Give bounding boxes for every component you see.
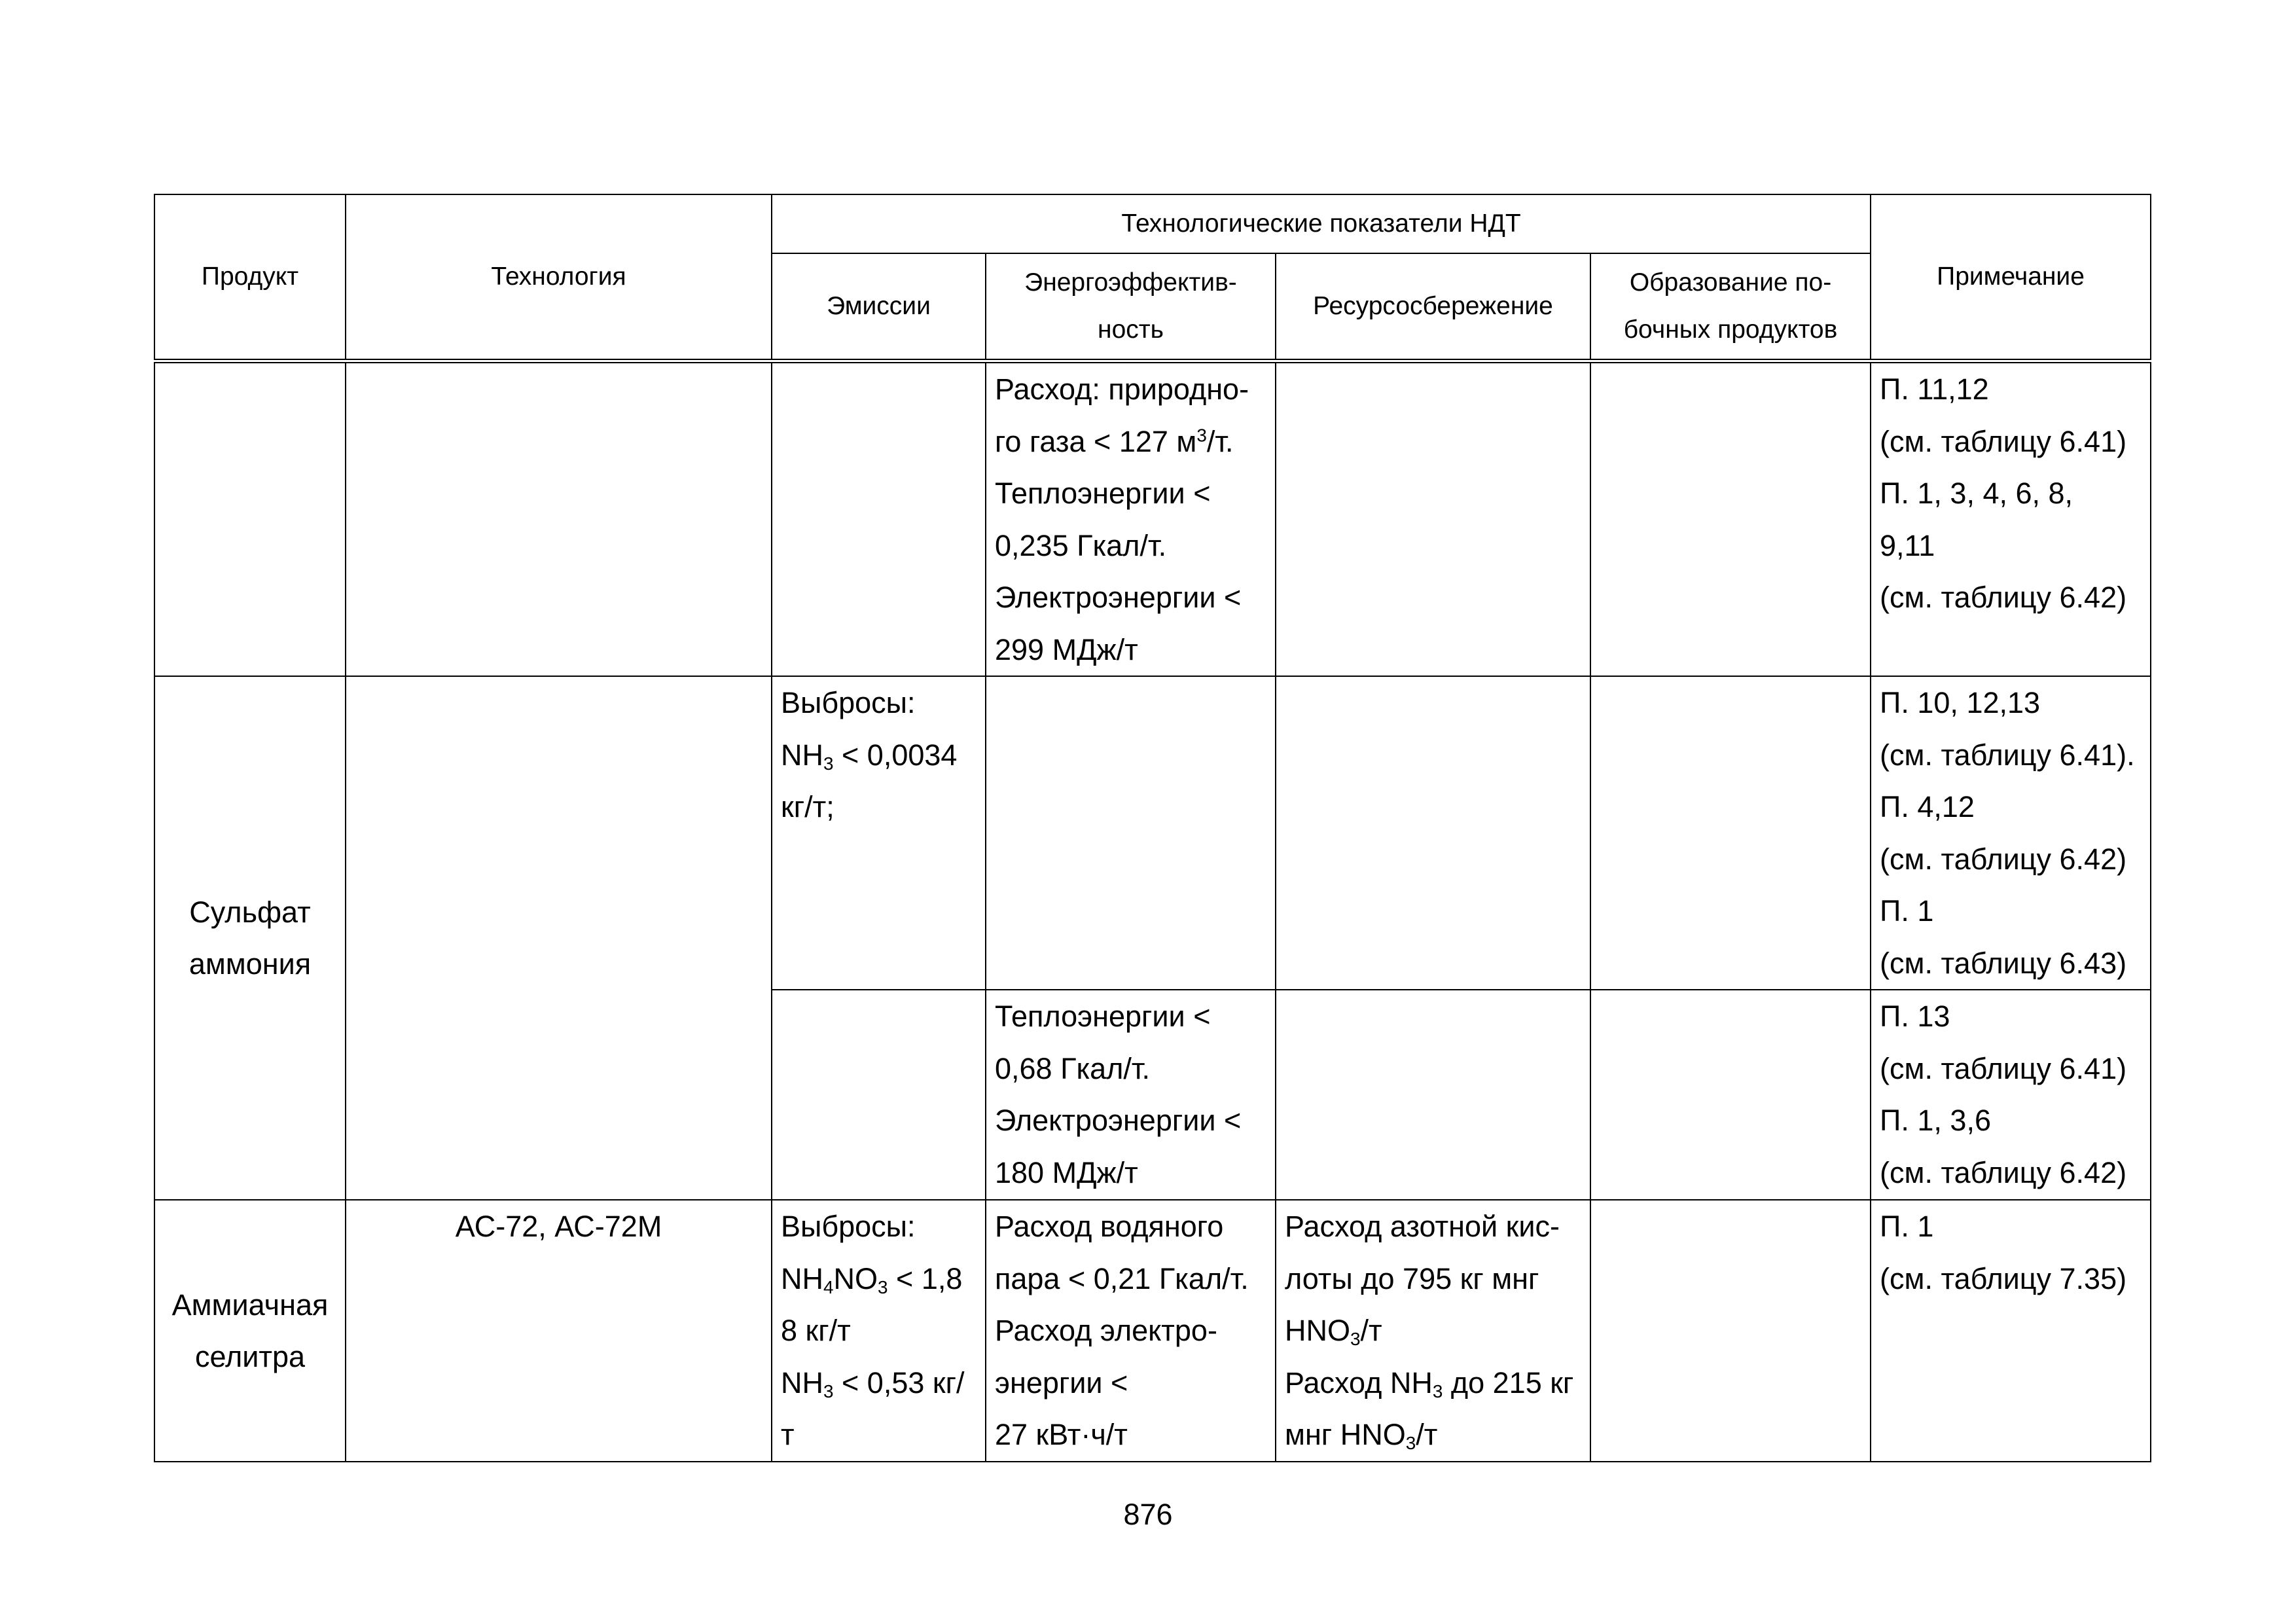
cell-byproducts-empty xyxy=(1590,676,1871,990)
text-line: 0,235 Гкал/т. xyxy=(995,528,1167,562)
text-line: Выбросы: xyxy=(781,686,916,719)
text-line: $NH_3 < 0,0034$ xyxy=(781,738,958,774)
table-row xyxy=(154,1200,2151,1462)
cell-note xyxy=(1871,990,2151,1200)
text-line: П. 1, 3, 4, 6, 8, xyxy=(1880,477,2073,510)
cell-resources xyxy=(1276,1200,1590,1462)
text-line: т xyxy=(781,1418,795,1451)
cell-energy xyxy=(986,990,1276,1200)
text-line: 9,11 xyxy=(1880,528,1935,562)
table-row xyxy=(154,361,2151,677)
cell-resources-empty xyxy=(1276,990,1590,1200)
text-line: $NH_3 < 0,53$ кг/ xyxy=(781,1365,965,1401)
cell-byproducts-empty xyxy=(1590,990,1871,1200)
text-line: Расход: природно- xyxy=(995,372,1249,406)
header-byproducts-line-2: бочных продуктов xyxy=(1623,316,1838,344)
text-line: П. 1 xyxy=(1880,894,1934,928)
text-line: Расход азотной кис- xyxy=(1285,1210,1560,1243)
product-line-2: селитра xyxy=(194,1340,306,1373)
text-line: П. 1 xyxy=(1880,1210,1934,1243)
text-line: (см. таблицу 6.41) xyxy=(1880,424,2127,458)
text-line: (см. таблицу 6.42) xyxy=(1880,842,2127,876)
header-note: Примечание xyxy=(1871,194,2151,361)
table-row xyxy=(154,676,2151,990)
text-line: (см. таблицу 6.41) xyxy=(1880,1051,2127,1085)
text-line: 27 кВт·ч/т xyxy=(995,1418,1128,1451)
header-product: Продукт xyxy=(154,194,346,361)
header-emissions: Эмиссии xyxy=(772,253,986,361)
cell-emissions-empty xyxy=(772,990,986,1200)
text-line: Расход электро- xyxy=(995,1314,1217,1347)
header-row-1 xyxy=(154,194,2151,253)
text-line: П. 13 xyxy=(1880,1000,1950,1033)
text-line: лоты до 795 кг мнг xyxy=(1285,1261,1539,1295)
text-line: П. 1, 3,6 xyxy=(1880,1104,1991,1137)
text-line: (см. таблицу 6.42) xyxy=(1880,1155,2127,1189)
cell-energy-empty xyxy=(986,676,1276,990)
text-line: Электроэнергии < xyxy=(995,581,1242,614)
cell-byproducts-empty xyxy=(1590,1200,1871,1462)
text-line: энергии < xyxy=(995,1365,1128,1399)
text-line: П. 4,12 xyxy=(1880,790,1975,823)
text-line: $HNO_3/т$ xyxy=(1285,1314,1382,1349)
text-line: 8 кг/т xyxy=(781,1314,851,1347)
bat-indicators-table xyxy=(154,194,2151,1462)
text-line: 0,68 Гкал/т. xyxy=(995,1051,1151,1085)
cell-energy xyxy=(986,361,1276,677)
table-header xyxy=(154,194,2151,361)
text-line: пара < 0,21 Гкал/т. xyxy=(995,1261,1249,1295)
header-energy-line-2: ность xyxy=(1098,316,1164,344)
cell-technology xyxy=(346,1200,772,1462)
text-line: (см. таблицу 6.43) xyxy=(1880,946,2127,980)
cell-emissions-empty xyxy=(772,361,986,677)
product-line-1: Сульфат xyxy=(189,895,311,929)
cell-note xyxy=(1871,1200,2151,1462)
text-line: 299 МДж/т xyxy=(995,632,1138,666)
cell-technology-empty xyxy=(346,361,772,677)
technology-text: АС-72, АС-72М xyxy=(455,1210,662,1243)
header-resources: Ресурсосбережение xyxy=(1276,253,1590,361)
text-line: П. 11,12 xyxy=(1880,372,1989,406)
text-line: Электроэнергии < xyxy=(995,1104,1242,1137)
cell-note xyxy=(1871,676,2151,990)
text-line: (см. таблицу 7.35) xyxy=(1880,1261,2127,1295)
text-line: (см. таблицу 6.41). xyxy=(1880,738,2135,772)
header-byproducts xyxy=(1590,253,1871,361)
header-technology: Технология xyxy=(346,194,772,361)
header-energy-line-1: Энергоэффектив- xyxy=(1024,268,1237,297)
product-line-1: Аммиачная xyxy=(171,1288,329,1322)
text-line: мнг $HNO_3/т$ xyxy=(1285,1418,1438,1453)
cell-emissions xyxy=(772,676,986,990)
table-body xyxy=(154,361,2151,1462)
cell-product-empty xyxy=(154,361,346,677)
cell-emissions xyxy=(772,1200,986,1462)
cell-byproducts-empty xyxy=(1590,361,1871,677)
header-indicators-group: Технологические показатели НДТ xyxy=(772,194,1871,253)
text-line: го газа < 127 $м^3/т$. xyxy=(995,424,1234,458)
header-byproducts-line-1: Образование по- xyxy=(1629,268,1832,297)
cell-energy xyxy=(986,1200,1276,1462)
header-energy-efficiency xyxy=(986,253,1276,361)
cell-product xyxy=(154,676,346,1200)
cell-product xyxy=(154,1200,346,1462)
text-line: Расход водяного xyxy=(995,1210,1224,1243)
product-line-2: аммония xyxy=(188,947,312,981)
cell-resources-empty xyxy=(1276,676,1590,990)
text-line: Теплоэнергии < xyxy=(995,477,1211,510)
text-line: кг/т; xyxy=(781,790,834,823)
page-number: 876 xyxy=(1123,1498,1173,1531)
cell-technology-empty xyxy=(346,676,772,1200)
text-line: 180 МДж/т xyxy=(995,1155,1138,1189)
text-line: П. 10, 12,13 xyxy=(1880,686,2041,719)
text-line: Выбросы: xyxy=(781,1210,916,1243)
text-line: $NH_4NO_3 < 1,8$ xyxy=(781,1261,963,1297)
text-line: Теплоэнергии < xyxy=(995,1000,1211,1033)
cell-note xyxy=(1871,361,2151,677)
text-line: (см. таблицу 6.42) xyxy=(1880,581,2127,614)
text-line: Расход $NH_3$ до 215 кг xyxy=(1285,1365,1574,1401)
cell-resources-empty xyxy=(1276,361,1590,677)
